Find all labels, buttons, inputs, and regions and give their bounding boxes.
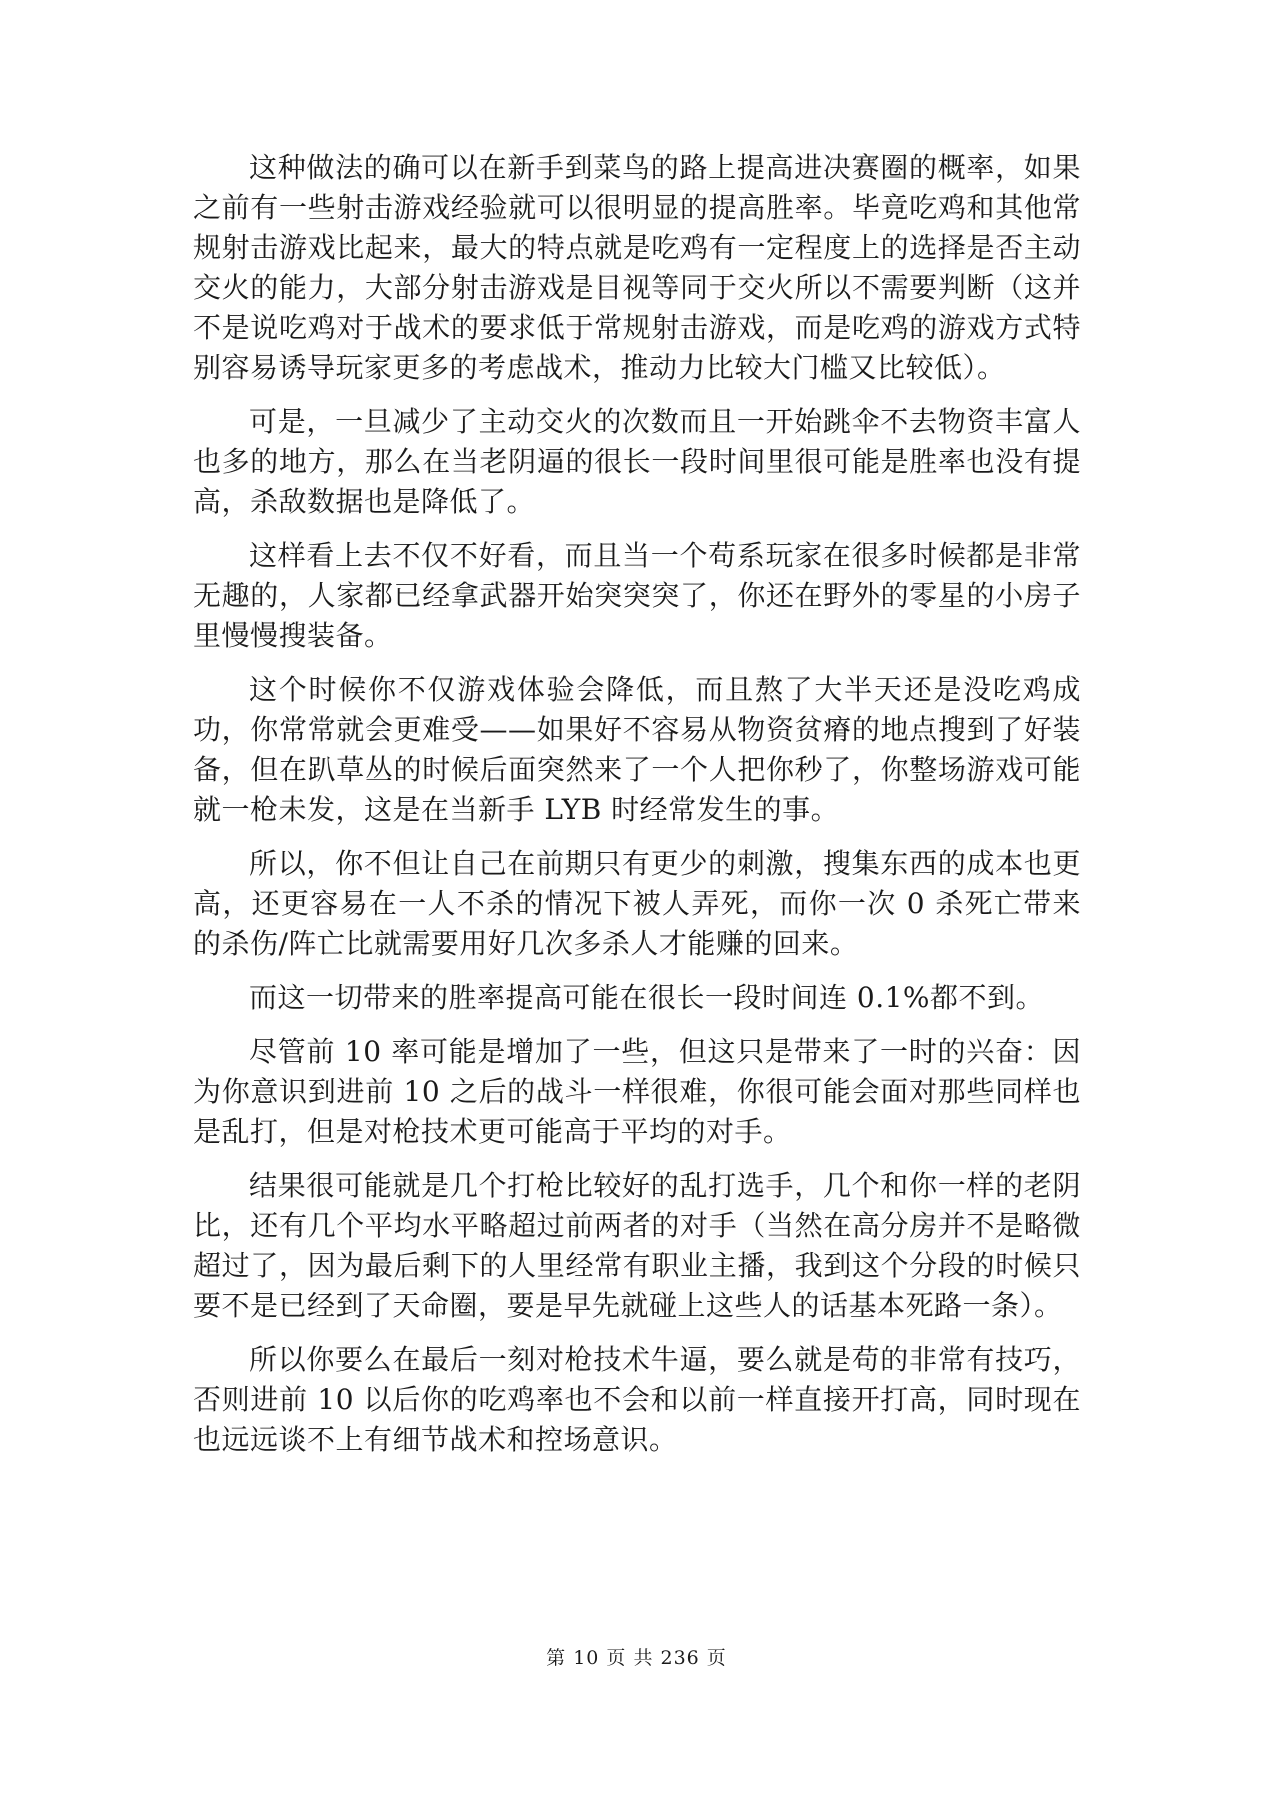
paragraph-5: 所以，你不但让自己在前期只有更少的刺激，搜集东西的成本也更高，还更容易在一人不杀的情况下被人弄死，而你一次 0 杀死亡带来的杀伤/阵亡比就需要用好几次多杀人才能赚的回来。	[193, 847, 1081, 960]
paragraph-1: 这种做法的确可以在新手到菜鸟的路上提高进决赛圈的概率，如果之前有一些射击游戏经验就可以很明显的提高胜率。毕竟吃鸡和其他常规射击游戏比起来，最大的特点就是吃鸡有一定程度上的选择是否主动交火的能力，大部分射击游戏是目视等同于交火所以不需要判断（这并不是说吃鸡对于战术的要求低于常规射击游戏，而是吃鸡的游戏方式特别容易诱导玩家更多的考虑战术，推动力比较大门槛又比较低）。	[193, 151, 1081, 384]
paragraph-4: 这个时候你不仅游戏体验会降低，而且熬了大半天还是没吃鸡成功，你常常就会更难受——如果好不容易从物资贫瘠的地点搜到了好装备，但在趴草丛的时候后面突然来了一个人把你秒了，你整场游戏可能就一枪未发，这是在当新手 LYB 时经常发生的事。	[193, 673, 1081, 826]
paragraph-7: 尽管前 10 率可能是增加了一些，但这只是带来了一时的兴奋：因为你意识到进前 10 之后的战斗一样很难，你很可能会面对那些同样也是乱打，但是对枪技术更可能高于平均的对手。	[193, 1035, 1081, 1148]
paragraph-8: 结果很可能就是几个打枪比较好的乱打选手，几个和你一样的老阴比，还有几个平均水平略超过前两者的对手（当然在高分房并不是略微超过了，因为最后剩下的人里经常有职业主播，我到这个分段的时候只要不是已经到了天命圈，要是早先就碰上这些人的话基本死路一条）。	[193, 1169, 1081, 1322]
paragraph-9: 所以你要么在最后一刻对枪技术牛逼，要么就是苟的非常有技巧，否则进前 10 以后你的吃鸡率也不会和以前一样直接开打高，同时现在也远远谈不上有细节战术和控场意识。	[193, 1343, 1081, 1456]
paragraph-6: 而这一切带来的胜率提高可能在很长一段时间连 0.1%都不到。	[249, 981, 1045, 1014]
body-text	[193, 148, 1081, 1474]
paragraph-3: 这样看上去不仅不好看，而且当一个苟系玩家在很多时候都是非常无趣的，人家都已经拿武器开始突突突了，你还在野外的零星的小房子里慢慢搜装备。	[193, 539, 1081, 652]
paragraph-2: 可是，一旦减少了主动交火的次数而且一开始跳伞不去物资丰富人也多的地方，那么在当老阴逼的很长一段时间里很可能是胜率也没有提高，杀敌数据也是降低了。	[193, 405, 1081, 518]
page-number-footer: 第 10 页 共 236 页	[546, 1647, 727, 1669]
